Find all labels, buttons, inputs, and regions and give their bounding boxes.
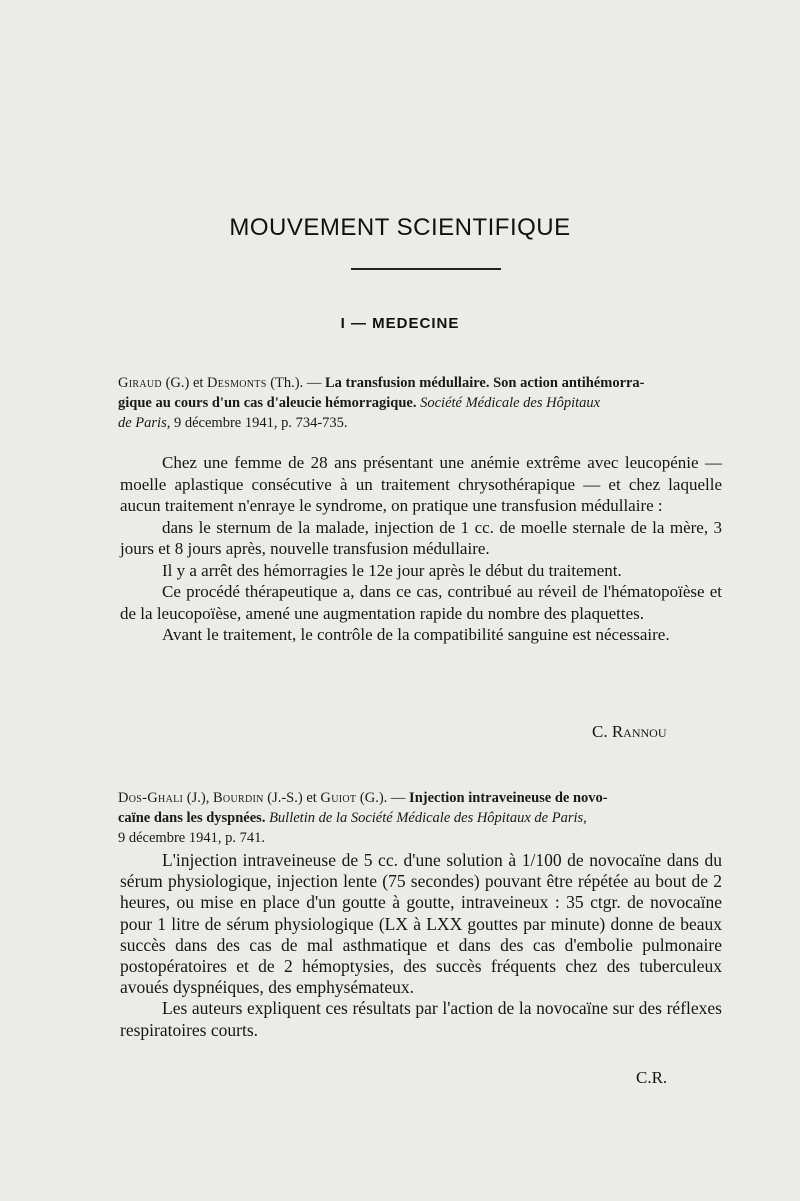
article1-signature: C. Rannou	[592, 722, 667, 741]
paragraph: Chez une femme de 28 ans présentant une anémie extrême avec leucopénie — moelle aplastique consécutive à un traitement chrysothérapique — et chez laquelle aucun traitement n'enraye le syndrome, on pratique une transfusion médullaire :	[120, 453, 722, 515]
article1-date: 9 décembre 1941, p. 734-735.	[173, 415, 348, 431]
article1-journal-a: Société Médicale des Hôpitaux	[420, 395, 601, 411]
paragraph: Il y a arrêt des hémorragies le 12e jour après le début du traitement.	[162, 560, 622, 580]
title-rule	[351, 268, 501, 270]
paragraph: Ce procédé thérapeutique a, dans ce cas, contribué au réveil de l'hématopoïèse et de la leucopoïèse, amené une augmentation rapide du nombre des plaquettes.	[120, 582, 722, 623]
article2-date: 9 décembre 1941, p. 741.	[118, 830, 265, 846]
paragraph: Avant le traitement, le contrôle de la compatibilité sanguine est nécessaire.	[162, 625, 670, 644]
section-heading: I — MEDECINE	[340, 315, 460, 332]
article2-signature: C.R.	[636, 1068, 668, 1087]
article1-reference: Giraud (G.) et Desmonts (Th.). — La transfusion médullaire. Son action antihémorra- gique au cours d'un cas d'aleucie hémorragique. Société Médicale des Hôpitaux de Paris, 9 décembre 1941, p. 734-735.	[118, 375, 645, 431]
paragraph: Les auteurs expliquent ces résultats par l'action de la novocaïne sur des réflexes respiratoires courts.	[120, 998, 722, 1040]
article2-body	[120, 850, 722, 1041]
article2-title-a: Injection intraveineuse de novo-	[409, 790, 608, 806]
article1-journal-b: de Paris,	[118, 415, 171, 431]
author-bourdin: Bourdin	[212, 790, 264, 806]
author-dos-ghali: Dos-Ghali	[118, 790, 184, 806]
paragraph: dans le sternum de la malade, injection de 1 cc. de moelle sternale de la mère, 3 jours et 8 jours après, nouvelle transfusion médullaire.	[120, 517, 722, 558]
article2-journal: Bulletin de la Société Médicale des Hôpitaux de Paris,	[269, 810, 587, 826]
author-guiot: Guiot	[320, 790, 357, 806]
article2-title-b: caïne dans les dyspnées.	[118, 810, 266, 826]
author-giraud: Giraud	[118, 375, 162, 391]
article1-title-a: La transfusion médullaire. Son action antihémorra-	[324, 375, 645, 391]
article1-body	[120, 452, 722, 646]
page-title: MOUVEMENT SCIENTIFIQUE	[229, 214, 571, 241]
article1-title-b: gique au cours d'un cas d'aleucie hémorragique.	[118, 395, 417, 411]
paragraph: L'injection intraveineuse de 5 cc. d'une solution à 1/100 de novocaïne dans du sérum physiologique, injection lente (75 secondes) pouvant être répétée au bout de 2 heures, ou mise en place d'un goutte à goutte, intraveineux : 35 ctgr. de novocaïne pour 1 litre de sérum physiologique (LX à LXX gouttes par minute) donne de beaux succès dans des cas de mal asthmatique et dans des cas d'embolie pulmonaire postopératoires et de 2 hémoptysies, des succès fréquents chez des tuberculeux avoués dyspnéiques, des emphysémateux.	[120, 850, 722, 998]
article2-reference: Dos-Ghali (J.), Bourdin (J.-S.) et Guiot (G.). — Injection intraveineuse de novo- caïne dans les dyspnées. Bulletin de la Société Médicale des Hôpitaux de Paris, 9 décembre 1941, p. 741.	[118, 790, 608, 846]
author-desmonts: Desmonts	[207, 375, 267, 391]
